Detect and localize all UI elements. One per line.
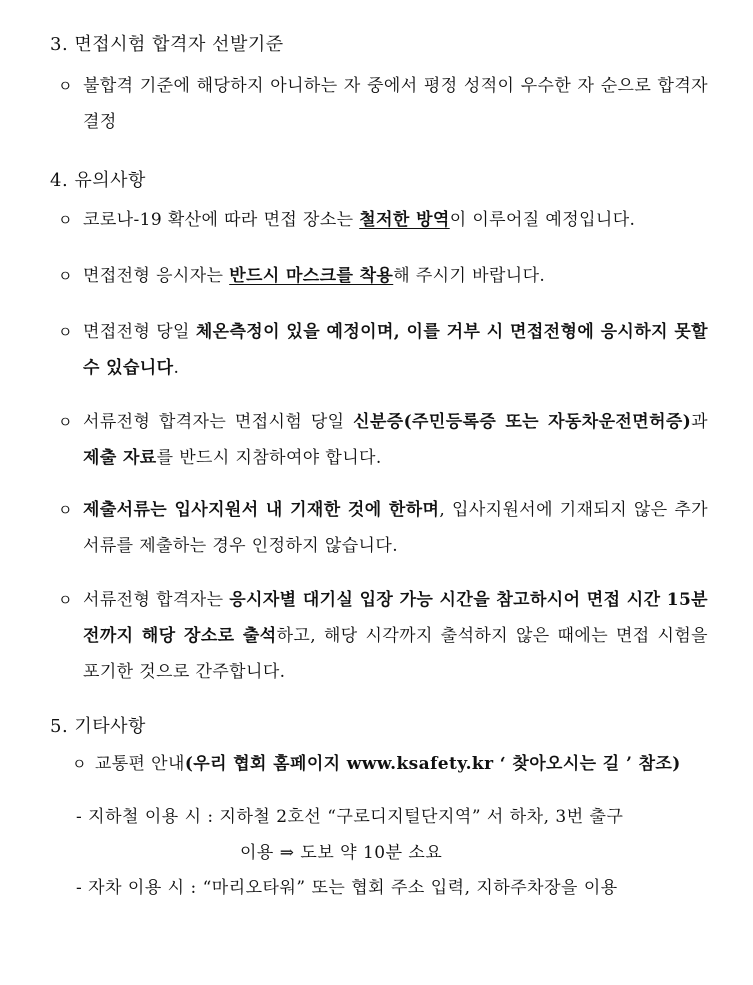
item-text: 불합격 기준에 해당하지 아니하는 자 중에서 평정 성적이 우수한 자 순으로 합격자 결정 (83, 76, 708, 132)
notice-item (58, 404, 708, 476)
item-text-emphasis: 응시자별 대기실 입장 가능 시간을 참고하시어 면접 시간 15분 전까지 해당 장소로 출석 (83, 590, 708, 646)
section-4-heading: 4. 유의사항 (50, 170, 146, 191)
item-text: 서류전형 합격자는 (83, 590, 230, 610)
circle-bullet-icon: ㅇ (58, 211, 73, 229)
notice-item (58, 314, 708, 386)
section-3-heading: 3. 면접시험 합격자 선발기준 (50, 34, 284, 55)
notice-item (58, 582, 708, 690)
item-text: 면접전형 응시자는 (83, 266, 230, 286)
circle-bullet-icon: ㅇ (58, 501, 73, 519)
car-directions: - 자차 이용 시 : “마리오타워” 또는 협회 주소 입력, 지하주차장을 이용 (76, 878, 618, 898)
item-text: 이 이루어질 예정입니다. (449, 210, 636, 230)
item-text: 서류전형 합격자는 면접시험 당일 (83, 412, 354, 432)
circle-bullet-icon: ㅇ (58, 413, 73, 431)
section-5-heading: 5. 기타사항 (50, 716, 146, 737)
item-text-emphasis: 제출 자료 (83, 448, 157, 468)
item-text-emphasis: 신분증(주민등록증 또는 자동차운전면허증) (353, 412, 692, 432)
item-text: 해 주시기 바랍니다. (393, 266, 546, 286)
item-text: 를 반드시 지참하여야 합니다. (156, 448, 382, 468)
traffic-guide-label: 교통편 안내 (94, 754, 185, 774)
item-text: , 입사지원서에 기재되지 않은 추가 서류를 제출하는 경우 인정하지 않습니다. (83, 500, 708, 556)
item-text-emphasis: 반드시 마스크를 착용 (229, 266, 394, 286)
subway-directions: - 지하철 이용 시 : 지하철 2호선 “구로디지털단지역” 서 하차, 3번 출구 (76, 807, 624, 827)
item-text: 과 (691, 412, 708, 432)
item-text-emphasis: 제출서류는 입사지원서 내 기재한 것에 한하며 (83, 500, 440, 520)
subway-directions-continued: 이용 ⇒ 도보 약 10분 소요 (240, 843, 443, 863)
circle-bullet-icon: ㅇ (58, 267, 73, 285)
item-text: . (173, 358, 180, 378)
item-text: 면접전형 당일 (83, 322, 196, 342)
item-text-emphasis: 체온측정이 있을 예정이며, 이를 거부 시 면접전형에 응시하지 못할 수 있습니다 (83, 322, 708, 378)
section-3-item (58, 68, 708, 140)
notice-item (58, 258, 708, 294)
traffic-guide-reference: (우리 협회 홈페이지 www.ksafety.kr ‘ 찾아오시는 길 ’ 참조) (184, 754, 681, 774)
notice-item (58, 492, 708, 564)
circle-bullet-icon: ㅇ (58, 77, 73, 95)
circle-bullet-icon: ㅇ (72, 755, 87, 773)
item-text: 코로나-19 확산에 따라 면접 장소는 (83, 210, 360, 230)
traffic-guide-item (72, 746, 681, 782)
circle-bullet-icon: ㅇ (58, 323, 73, 341)
notice-item (58, 202, 708, 238)
item-text: 하고, 해당 시각까지 출석하지 않은 때에는 면접 시험을 포기한 것으로 간주합니다. (83, 626, 708, 682)
circle-bullet-icon: ㅇ (58, 591, 73, 609)
item-text-emphasis: 철저한 방역 (359, 210, 450, 230)
